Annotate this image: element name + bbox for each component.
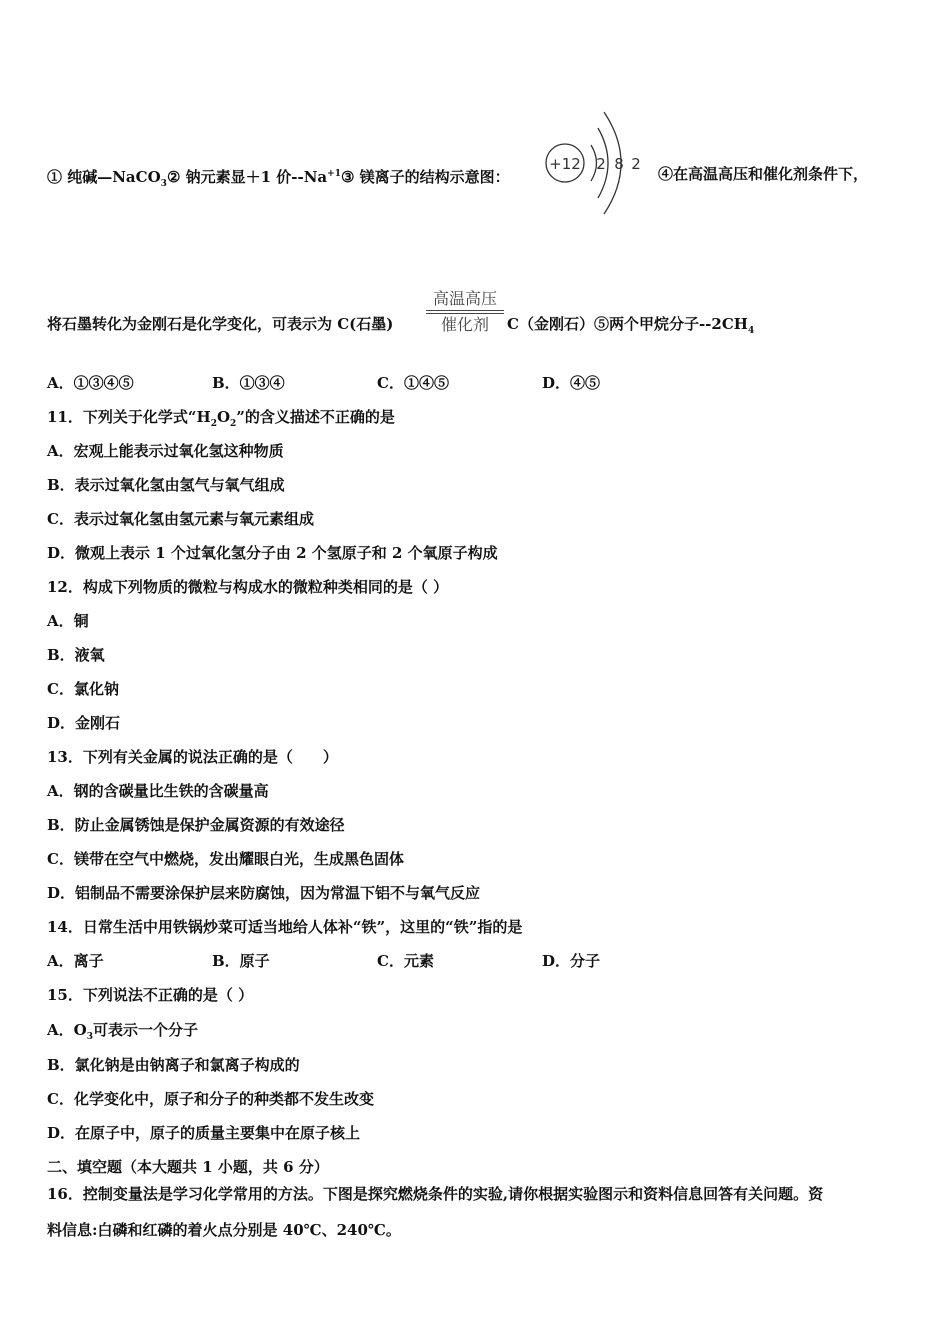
q11-stem-sub-2: 2: [230, 419, 237, 429]
item-3-text: ③ 镁离子的结构示意图：: [340, 168, 510, 186]
q11-stem-part-2: O: [216, 408, 231, 426]
q15-option-c: C．化学变化中，原子和分子的种类都不发生改变: [47, 1090, 374, 1108]
q10-option-c: C．①④⑤: [377, 374, 449, 392]
magnesium-ion-structure-diagram: [538, 108, 653, 218]
q12-stem: 12．构成下列物质的微粒与构成水的微粒种类相同的是（ ）: [47, 578, 449, 596]
q11-option-d: D．微观上表示 1 个过氧化氢分子由 2 个氢原子和 2 个氧原子构成: [47, 544, 498, 562]
q11-stem: [47, 407, 395, 434]
statement-line-2-left: 将石墨转化为金刚石是化学变化，可表示为 C(石墨): [47, 315, 394, 333]
q11-stem-part-3: ”的含义描述不正确的是: [236, 408, 395, 426]
q14-option-a: A．离子: [47, 952, 104, 970]
q11-stem-sub-1: 2: [210, 419, 217, 429]
q15-option-a: [47, 1020, 198, 1047]
q15-option-a-part-2: 可表示一个分子: [92, 1021, 198, 1039]
q12-option-b: B．液氧: [47, 646, 105, 664]
item-4-text: ④在高温高压和催化剂条件下，: [658, 165, 869, 183]
q12-option-d: D．金刚石: [47, 714, 121, 732]
q11-option-a: A．宏观上能表示过氧化氢这种物质: [47, 442, 284, 460]
reaction-condition-bottom: 催化剂: [440, 315, 489, 334]
item-2-superscript: +1: [327, 169, 341, 179]
q13-stem: 13．下列有关金属的说法正确的是（ ）: [47, 748, 338, 766]
q14-stem: 14．日常生活中用铁锅炒菜可适当地给人体补“铁”，这里的“铁”指的是: [47, 918, 523, 936]
item-1-text: ① 纯碱—NaCO: [47, 168, 161, 186]
shell-electrons-3: 2: [631, 155, 641, 173]
q15-option-b: B．氯化钠是由钠离子和氯离子构成的: [47, 1056, 300, 1074]
nucleus-charge: +12: [549, 155, 581, 173]
q11-option-c: C．表示过氧化氢由氢元素与氧元素组成: [47, 510, 314, 528]
statement-line-2-right: [507, 314, 754, 341]
q15-stem: 15．下列说法不正确的是（ ）: [47, 986, 254, 1004]
statement-line-1: [47, 164, 510, 194]
item-1-subscript: 3: [160, 179, 167, 189]
line-2-right-text: C（金刚石）⑤两个甲烷分子--2CH: [507, 315, 748, 333]
ch4-subscript: 4: [747, 326, 755, 336]
item-2-text: ② 钠元素显＋1 价--Na: [166, 168, 328, 186]
q16-line-2: 料信息:白磷和红磷的着火点分别是 40℃、240℃。: [47, 1221, 401, 1239]
q15-option-a-part-1: A．O: [47, 1021, 87, 1039]
shell-electrons-2: 8: [614, 155, 624, 173]
q15-option-d: D．在原子中，原子的质量主要集中在原子核上: [47, 1124, 361, 1142]
q12-option-a: A．铜: [47, 612, 89, 630]
q13-option-d: D．铝制品不需要涂保护层来防腐蚀，因为常温下铝不与氧气反应: [47, 884, 481, 902]
reaction-condition: [426, 289, 504, 335]
q11-stem-part-1: 11．下列关于化学式“H: [47, 408, 211, 426]
q11-option-b: B．表示过氧化氢由氢气与氧气组成: [47, 476, 285, 494]
q10-option-d: D．④⑤: [542, 374, 601, 392]
q14-option-b: B．原子: [212, 952, 270, 970]
q16-line-1: 16．控制变量法是学习化学常用的方法。下图是探究燃烧条件的实验,请你根据实验图示和资料信息回答有关问题。资: [47, 1185, 824, 1203]
q10-option-a: A．①③④⑤: [47, 374, 134, 392]
section-heading: 二、填空题（本大题共 1 小题，共 6 分）: [47, 1158, 329, 1176]
shell-electrons-1: 2: [596, 155, 606, 173]
ozone-subscript: 3: [86, 1032, 93, 1042]
equals-sign: [426, 310, 504, 314]
q13-option-b: B．防止金属锈蚀是保护金属资源的有效途径: [47, 816, 345, 834]
q14-option-c: C．元素: [377, 952, 434, 970]
q13-option-c: C．镁带在空气中燃烧，发出耀眼白光，生成黑色固体: [47, 850, 404, 868]
q13-option-a: A．钢的含碳量比生铁的含碳量高: [47, 782, 269, 800]
q12-option-c: C．氯化钠: [47, 680, 119, 698]
reaction-condition-top: 高温高压: [432, 289, 497, 308]
q14-option-d: D．分子: [542, 952, 601, 970]
q10-option-b: B．①③④: [212, 374, 285, 392]
